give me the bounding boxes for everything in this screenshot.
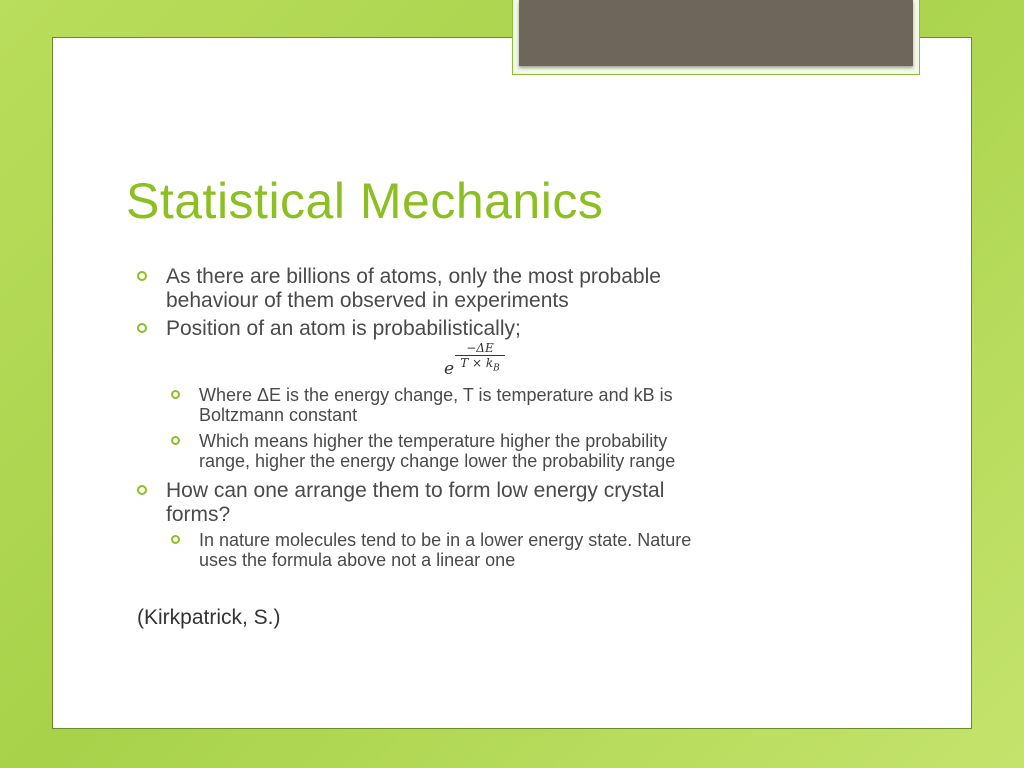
slide-title: Statistical Mechanics <box>126 173 604 229</box>
bullet-text-line: behaviour of them observed in experiments <box>166 289 569 312</box>
formula-exponent <box>455 341 505 375</box>
bullet-text-line: In nature molecules tend to be in a lower energy state. Nature <box>199 530 692 550</box>
decorative-tab-panel <box>519 0 913 66</box>
bullet-text-line: forms? <box>166 503 231 526</box>
bullet-marker-icon <box>171 535 180 544</box>
bullet-level1 <box>166 480 664 525</box>
bullet-marker-icon <box>137 271 147 281</box>
bullet-level2 <box>199 531 691 569</box>
bullet-text-line: How can one arrange them to form low energy crystal <box>166 479 665 502</box>
bullet-text-line: Position of an atom is probabilistically; <box>166 317 521 340</box>
bullet-text-line: Which means higher the temperature higher the probability <box>199 431 668 451</box>
bullet-level2 <box>199 386 673 424</box>
bullet-text-line: uses the formula above not a linear one <box>199 550 516 570</box>
formula-base: e <box>444 359 455 379</box>
bullet-level1 <box>166 266 661 311</box>
decorative-tab <box>512 0 920 75</box>
formula-numerator: −ΔE <box>455 341 505 356</box>
bullet-marker-icon <box>171 390 180 399</box>
citation: (Kirkpatrick, S.) <box>137 606 281 629</box>
bullet-text-line: range, higher the energy change lower the probability range <box>199 451 676 471</box>
bullet-marker-icon <box>137 485 147 495</box>
bullet-text-line: Boltzmann constant <box>199 405 358 425</box>
bullet-level1 <box>166 318 521 339</box>
bullet-marker-icon <box>171 436 180 445</box>
formula-denominator-subscript: B <box>493 363 500 374</box>
bullet-text-line: As there are billions of atoms, only the most probable <box>166 265 661 288</box>
bullet-marker-icon <box>137 323 147 333</box>
formula-denominator-text: T × k <box>460 356 494 370</box>
bullet-text-line: Where ΔE is the energy change, T is temperature and kB is <box>199 385 673 405</box>
formula-denominator <box>455 356 505 375</box>
bullet-level2 <box>199 432 675 470</box>
